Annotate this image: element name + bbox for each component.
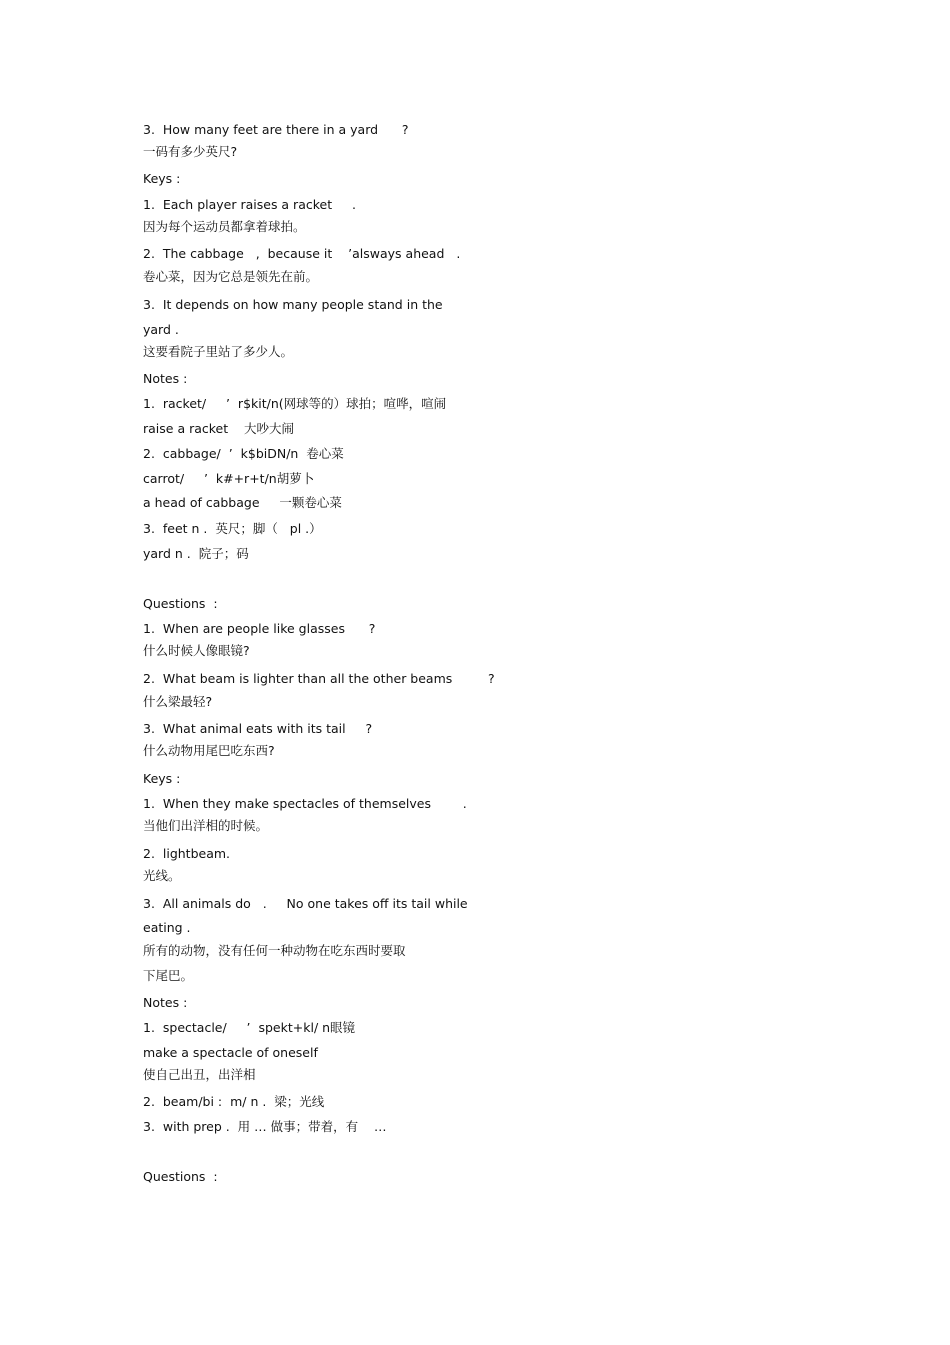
question-3b-text: 3. What animal eats with its tail ? xyxy=(143,721,373,736)
note-1b-phrase-translation: 使自己出丑，出洋相 xyxy=(143,1067,256,1082)
key-1b-translation: 当他们出洋相的时候。 xyxy=(143,818,269,833)
question-3-translation: 一码有多少英尺? xyxy=(143,144,238,159)
keys-heading-2: Keys : xyxy=(143,771,181,786)
question-2-translation: 什么梁最轻? xyxy=(143,694,213,709)
note-1b-phrase: make a spectacle of oneself xyxy=(143,1045,318,1060)
question-1-text: 1. When are people like glasses ? xyxy=(143,621,376,636)
key-3b-translation-cont: 下尾巴。 xyxy=(143,968,194,983)
note-3b-text: 3. with prep . 用 … 做事；带着，有 … xyxy=(143,1119,387,1134)
note-2-text: 2. cabbage/ ’ k$biDN/n 卷心菜 xyxy=(143,446,344,461)
questions-heading-2: Questions : xyxy=(143,1169,218,1184)
note-1b-text: 1. spectacle/ ’ spekt+kl/ n眼镜 xyxy=(143,1020,356,1035)
notes-heading-2: Notes : xyxy=(143,995,188,1010)
note-2b-text: 2. beam/bi : m/ n . 梁；光线 xyxy=(143,1094,325,1109)
keys-heading: Keys : xyxy=(143,171,181,186)
notes-heading: Notes : xyxy=(143,371,188,386)
note-2-carrot: carrot/ ’ k#+r+t/n胡萝卜 xyxy=(143,471,315,486)
key-3-translation: 这要看院子里站了多少人。 xyxy=(143,344,294,359)
key-1-text: 1. Each player raises a racket . xyxy=(143,197,356,212)
key-1-translation: 因为每个运动员都拿着球拍。 xyxy=(143,219,306,234)
note-3-yard: yard n . 院子；码 xyxy=(143,546,249,561)
question-1-translation: 什么时候人像眼镜? xyxy=(143,643,250,658)
key-2b-text: 2. lightbeam. xyxy=(143,846,231,861)
key-2-text: 2. The cabbage , because it ’alsways ahead . xyxy=(143,246,461,261)
questions-heading: Questions : xyxy=(143,596,218,611)
question-2-text: 2. What beam is lighter than all the other beams ? xyxy=(143,671,495,686)
key-1b-text: 1. When they make spectacles of themselves . xyxy=(143,796,467,811)
note-2-phrase: a head of cabbage 一颗卷心菜 xyxy=(143,495,342,510)
key-3b-translation: 所有的动物，没有任何一种动物在吃东西时要取 xyxy=(143,943,406,958)
key-3-text: 3. It depends on how many people stand in the xyxy=(143,297,443,312)
note-1-text: 1. racket/ ’ r$kit/n(网球等的）球拍；喧哗，喧闹 xyxy=(143,396,447,411)
key-2b-translation: 光线。 xyxy=(143,868,181,883)
question-3-text: 3. How many feet are there in a yard ? xyxy=(143,122,409,137)
question-3b-translation: 什么动物用尾巴吃东西? xyxy=(143,743,275,758)
note-1-phrase: raise a racket 大吵大闹 xyxy=(143,421,295,436)
key-2-translation: 卷心菜，因为它总是领先在前。 xyxy=(143,269,319,284)
note-3-text: 3. feet n . 英尺；脚（ pl .） xyxy=(143,521,322,536)
key-3b-text-cont: eating . xyxy=(143,920,191,935)
key-3-text-cont: yard . xyxy=(143,322,179,337)
key-3b-text: 3. All animals do . No one takes off its tail while xyxy=(143,896,468,911)
